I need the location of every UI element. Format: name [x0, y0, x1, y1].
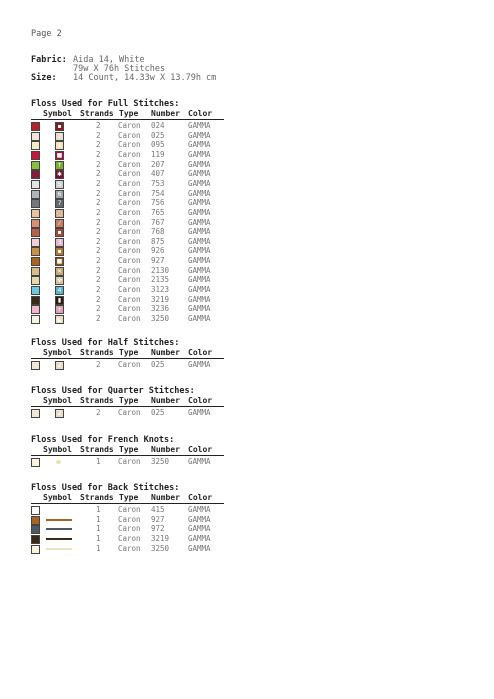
floss-row: [31, 304, 231, 314]
section-title-half: Floss Used for Half Stitches:: [31, 338, 180, 348]
floss-type: Caron: [118, 543, 141, 553]
floss-strands: 2: [96, 246, 101, 256]
floss-type: Caron: [118, 159, 141, 169]
floss-type: Caron: [118, 246, 141, 256]
floss-row: [31, 246, 231, 256]
col-header-strands: Strands: [80, 493, 114, 502]
floss-row: [31, 218, 231, 228]
color-swatch: [31, 141, 40, 150]
floss-row: [31, 160, 231, 170]
stitch-symbol: 3: [55, 238, 64, 247]
floss-number: 407: [151, 169, 165, 179]
fabric-stitches: 79w X 76h Stitches: [73, 64, 166, 74]
color-swatch: [31, 190, 40, 199]
color-swatch: [31, 458, 40, 467]
stitch-symbol: 5: [55, 180, 64, 189]
floss-color: GAMMA: [188, 543, 211, 553]
col-header-number: Number: [151, 445, 180, 454]
col-header-symbol: Symbol: [43, 445, 72, 454]
col-header-color: Color: [188, 109, 213, 118]
floss-number: 3123: [151, 285, 170, 295]
header-rule: [31, 455, 224, 456]
floss-number: 119: [151, 149, 165, 159]
floss-type: Caron: [118, 140, 141, 150]
color-swatch: [31, 170, 40, 179]
stitch-symbol: ⁄: [55, 219, 64, 228]
stitch-symbol: ✜: [56, 277, 63, 285]
floss-strands: 1: [96, 533, 101, 543]
header-rule: [31, 503, 224, 504]
color-swatch: [31, 209, 40, 218]
header-rule: [31, 119, 224, 120]
col-header-symbol: Symbol: [43, 396, 72, 405]
floss-strands: 2: [96, 294, 101, 304]
stitch-symbol: ↑: [56, 161, 63, 169]
floss-strands: 2: [96, 188, 101, 198]
floss-strands: 2: [96, 275, 101, 285]
color-swatch: [31, 296, 40, 305]
section-title-full: Floss Used for Full Stitches:: [31, 99, 180, 109]
floss-number: 025: [151, 408, 165, 417]
floss-row: [31, 227, 231, 237]
color-swatch: [31, 180, 40, 189]
floss-number: 768: [151, 227, 165, 237]
floss-row: [31, 360, 231, 370]
floss-color: GAMMA: [188, 236, 211, 246]
floss-type: Caron: [118, 256, 141, 266]
header-rule: [31, 358, 224, 359]
floss-row: [31, 295, 231, 305]
floss-strands: 2: [96, 169, 101, 179]
floss-color: GAMMA: [188, 207, 211, 217]
color-swatch: [31, 516, 40, 525]
color-swatch: [31, 506, 40, 515]
floss-number: 765: [151, 207, 165, 217]
floss-row: [31, 189, 231, 199]
stitch-symbol: ○: [56, 209, 63, 217]
stitch-symbol: ✱: [56, 171, 63, 179]
col-header-strands: Strands: [80, 109, 114, 118]
floss-color: GAMMA: [188, 514, 211, 524]
color-swatch: [31, 247, 40, 256]
stitch-symbol: ◣: [55, 315, 64, 324]
color-swatch: [31, 545, 40, 554]
floss-strands: 1: [96, 543, 101, 553]
floss-type: Caron: [118, 360, 141, 369]
color-swatch: [31, 276, 40, 285]
floss-color: GAMMA: [188, 533, 211, 543]
stitch-symbol: 2: [55, 361, 64, 370]
floss-type: Caron: [118, 408, 141, 417]
back-stitch-line: [46, 519, 72, 521]
color-swatch: [31, 409, 40, 418]
col-header-type: Type: [119, 445, 139, 454]
back-stitch-line: [46, 548, 72, 550]
floss-strands: 2: [96, 149, 101, 159]
floss-number: 024: [151, 121, 165, 130]
stitch-symbol: ▪: [55, 122, 64, 131]
floss-row: [31, 275, 231, 285]
floss-strands: 2: [96, 217, 101, 227]
floss-row: [31, 237, 231, 247]
floss-strands: 1: [96, 505, 101, 514]
floss-row: [31, 169, 231, 179]
floss-strands: 2: [96, 140, 101, 150]
col-header-number: Number: [151, 493, 180, 502]
floss-type: Caron: [118, 169, 141, 179]
floss-number: 2135: [151, 275, 170, 285]
floss-strands: 2: [96, 314, 101, 323]
col-header-color: Color: [188, 445, 213, 454]
floss-color: GAMMA: [188, 178, 211, 188]
stitch-symbol: 1: [55, 141, 64, 150]
floss-row: [31, 285, 231, 295]
floss-number: 3219: [151, 294, 170, 304]
floss-number: 3250: [151, 314, 170, 323]
floss-number: 025: [151, 130, 165, 140]
stitch-symbol: +: [56, 306, 63, 314]
floss-strands: 2: [96, 360, 101, 369]
floss-color: GAMMA: [188, 159, 211, 169]
stitch-symbol: ✕: [56, 267, 63, 275]
floss-color: GAMMA: [188, 505, 211, 514]
floss-strands: 2: [96, 121, 101, 130]
col-header-type: Type: [119, 348, 139, 357]
floss-color: GAMMA: [188, 265, 211, 275]
floss-type: Caron: [118, 207, 141, 217]
stitch-symbol: ▪: [55, 247, 64, 256]
floss-type: Caron: [118, 457, 141, 466]
col-header-color: Color: [188, 493, 213, 502]
floss-strands: 2: [96, 236, 101, 246]
floss-row: [31, 408, 231, 418]
floss-type: Caron: [118, 275, 141, 285]
stitch-symbol: 7: [55, 199, 64, 208]
floss-strands: 2: [96, 408, 101, 417]
floss-color: GAMMA: [188, 140, 211, 150]
col-header-type: Type: [119, 493, 139, 502]
floss-type: Caron: [118, 198, 141, 208]
color-swatch: [31, 267, 40, 276]
section-title-quarter: Floss Used for Quarter Stitches:: [31, 386, 195, 396]
floss-strands: 1: [96, 524, 101, 534]
floss-number: 3250: [151, 543, 170, 553]
color-swatch: [31, 305, 40, 314]
back-stitch-line: [46, 528, 72, 530]
floss-strands: 1: [96, 457, 101, 466]
floss-row: [31, 457, 231, 467]
floss-type: Caron: [118, 285, 141, 295]
col-header-color: Color: [188, 348, 213, 357]
floss-type: Caron: [118, 524, 141, 534]
floss-color: GAMMA: [188, 408, 211, 417]
floss-type: Caron: [118, 294, 141, 304]
fabric-value: Aida 14, White: [73, 55, 145, 65]
stitch-symbol: 4: [55, 286, 64, 295]
floss-color: GAMMA: [188, 198, 211, 208]
col-header-type: Type: [119, 109, 139, 118]
floss-row: [31, 131, 231, 141]
stitch-symbol: 6: [55, 190, 64, 199]
floss-strands: 2: [96, 227, 101, 237]
floss-color: GAMMA: [188, 121, 211, 130]
floss-type: Caron: [118, 149, 141, 159]
color-swatch: [31, 122, 40, 131]
floss-color: GAMMA: [188, 227, 211, 237]
floss-number: 927: [151, 514, 165, 524]
color-swatch: [31, 257, 40, 266]
color-swatch: [31, 361, 40, 370]
floss-row: [31, 544, 231, 554]
floss-type: Caron: [118, 188, 141, 198]
floss-number: 756: [151, 198, 165, 208]
floss-row: [31, 256, 231, 266]
floss-number: 095: [151, 140, 165, 150]
floss-row: [31, 198, 231, 208]
floss-strands: 2: [96, 198, 101, 208]
floss-row: [31, 150, 231, 160]
floss-type: Caron: [118, 121, 141, 130]
page-number: Page 2: [31, 29, 62, 39]
col-header-strands: Strands: [80, 348, 114, 357]
color-swatch: [31, 219, 40, 228]
french-knot-symbol: [56, 460, 61, 464]
floss-row: [31, 208, 231, 218]
floss-color: GAMMA: [188, 188, 211, 198]
floss-number: 754: [151, 188, 165, 198]
floss-color: GAMMA: [188, 149, 211, 159]
floss-color: GAMMA: [188, 256, 211, 266]
color-swatch: [31, 286, 40, 295]
floss-color: GAMMA: [188, 130, 211, 140]
floss-strands: 2: [96, 265, 101, 275]
stitch-symbol: ▪: [55, 228, 64, 237]
floss-type: Caron: [118, 236, 141, 246]
floss-color: GAMMA: [188, 360, 211, 369]
floss-number: 875: [151, 236, 165, 246]
color-swatch: [31, 315, 40, 324]
floss-color: GAMMA: [188, 314, 211, 323]
size-value: 14 Count, 14.33w X 13.79h cm: [73, 73, 217, 83]
floss-strands: 2: [96, 159, 101, 169]
floss-type: Caron: [118, 505, 141, 514]
floss-row: [31, 534, 231, 544]
floss-color: GAMMA: [188, 457, 211, 466]
stitch-symbol: 2: [55, 132, 64, 141]
floss-type: Caron: [118, 304, 141, 314]
col-header-strands: Strands: [80, 396, 114, 405]
floss-number: 025: [151, 360, 165, 369]
floss-color: GAMMA: [188, 275, 211, 285]
section-title-back: Floss Used for Back Stitches:: [31, 483, 180, 493]
floss-number: 3250: [151, 457, 170, 466]
col-header-color: Color: [188, 396, 213, 405]
floss-color: GAMMA: [188, 304, 211, 314]
floss-type: Caron: [118, 217, 141, 227]
floss-number: 767: [151, 217, 165, 227]
floss-strands: 2: [96, 256, 101, 266]
floss-color: GAMMA: [188, 285, 211, 295]
floss-row: [31, 121, 231, 131]
floss-row: [31, 266, 231, 276]
color-swatch: [31, 535, 40, 544]
floss-number: 207: [151, 159, 165, 169]
floss-number: 927: [151, 256, 165, 266]
floss-color: GAMMA: [188, 246, 211, 256]
floss-number: 926: [151, 246, 165, 256]
floss-type: Caron: [118, 514, 141, 524]
floss-row: [31, 140, 231, 150]
back-stitch-line: [46, 538, 72, 540]
color-swatch: [31, 132, 40, 141]
size-label: Size:: [31, 73, 57, 83]
floss-number: 415: [151, 505, 165, 514]
color-swatch: [31, 151, 40, 160]
col-header-number: Number: [151, 109, 180, 118]
floss-strands: 2: [96, 130, 101, 140]
color-swatch: [31, 525, 40, 534]
col-header-number: Number: [151, 396, 180, 405]
stitch-symbol: ■: [56, 258, 63, 266]
color-swatch: [31, 238, 40, 247]
floss-strands: 2: [96, 178, 101, 188]
floss-strands: 2: [96, 304, 101, 314]
floss-number: 3219: [151, 533, 170, 543]
floss-type: Caron: [118, 265, 141, 275]
color-swatch: [31, 228, 40, 237]
floss-row: [31, 505, 231, 515]
floss-type: Caron: [118, 178, 141, 188]
col-header-type: Type: [119, 396, 139, 405]
floss-type: Caron: [118, 314, 141, 323]
color-swatch: [31, 161, 40, 170]
floss-type: Caron: [118, 227, 141, 237]
fabric-label: Fabric:: [31, 55, 67, 65]
floss-type: Caron: [118, 533, 141, 543]
floss-number: 3236: [151, 304, 170, 314]
stitch-symbol: ▮: [55, 296, 64, 305]
col-header-number: Number: [151, 348, 180, 357]
floss-strands: 2: [96, 285, 101, 295]
floss-color: GAMMA: [188, 294, 211, 304]
stitch-symbol: 2: [55, 409, 64, 418]
floss-strands: 1: [96, 514, 101, 524]
floss-color: GAMMA: [188, 524, 211, 534]
header-rule: [31, 406, 224, 407]
floss-row: [31, 524, 231, 534]
floss-color: GAMMA: [188, 217, 211, 227]
floss-number: 753: [151, 178, 165, 188]
col-header-symbol: Symbol: [43, 493, 72, 502]
col-header-symbol: Symbol: [43, 348, 72, 357]
col-header-symbol: Symbol: [43, 109, 72, 118]
section-title-french: Floss Used for French Knots:: [31, 435, 175, 445]
floss-row: [31, 515, 231, 525]
floss-number: 972: [151, 524, 165, 534]
floss-type: Caron: [118, 130, 141, 140]
floss-row: [31, 179, 231, 189]
color-swatch: [31, 199, 40, 208]
floss-color: GAMMA: [188, 169, 211, 179]
floss-number: 2130: [151, 265, 170, 275]
floss-row: [31, 314, 231, 324]
stitch-symbol: ■: [56, 151, 63, 159]
floss-strands: 2: [96, 207, 101, 217]
col-header-strands: Strands: [80, 445, 114, 454]
